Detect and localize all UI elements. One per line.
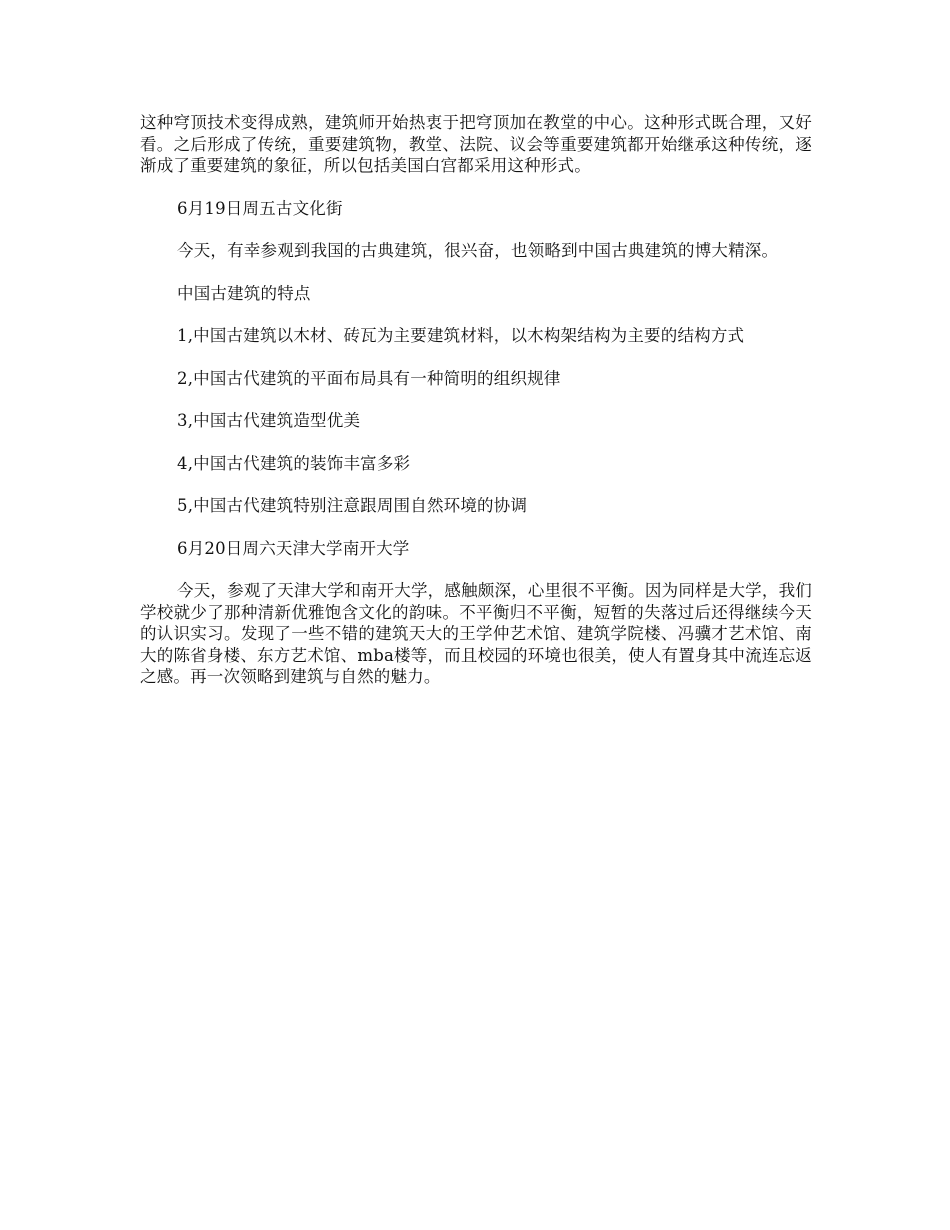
paragraph-dome-tradition: 这种穹顶技术变得成熟，建筑师开始热衷于把穹顶加在教堂的中心。这种形式既合理，又好看。之后形成了传统，重要建筑物，教堂、法院、议会等重要建筑都开始继承这种传统，逐渐成了重要建筑的象征，所以包括美国白宫都采用这种形式。 xyxy=(140,113,812,175)
list-item-1: 1,中国古建筑以木材、砖瓦为主要建筑材料，以木构架结构为主要的结构方式 xyxy=(177,326,745,345)
heading-features: 中国古建筑的特点 xyxy=(177,283,311,303)
heading-june-19: 6月19日周五古文化街 xyxy=(177,198,343,218)
paragraph-classical-architecture: 今天，有幸参观到我国的古典建筑，很兴奋，也领略到中国古典建筑的博大精深。 xyxy=(177,241,779,260)
list-item-3: 3,中国古代建筑造型优美 xyxy=(177,411,361,430)
list-item-2: 2,中国古代建筑的平面布局具有一种简明的组织规律 xyxy=(177,368,561,388)
list-item-4: 4,中国古代建筑的装饰丰富多彩 xyxy=(177,453,411,473)
heading-june-20: 6月20日周六天津大学南开大学 xyxy=(177,538,410,558)
paragraph-university-visit: 今天，参观了天津大学和南开大学，感触颇深，心里很不平衡。因为同样是大学，我们学校就少了那种清新优雅饱含文化的韵味。不平衡归不平衡，短暂的失落过后还得继续今天的认识实习。发现了一些不错的建筑天大的王学仲艺术馆、建筑学院楼、冯骥才艺术馆、南大的陈省身楼、东方艺术馆、mba楼等，而且校园的环境也很美，使人有置身其中流连忘返之感。再一次领略到建筑与自然的魅力。 xyxy=(140,581,812,686)
document-page xyxy=(140,112,812,688)
list-item-5: 5,中国古代建筑特别注意跟周围自然环境的协调 xyxy=(177,496,528,515)
